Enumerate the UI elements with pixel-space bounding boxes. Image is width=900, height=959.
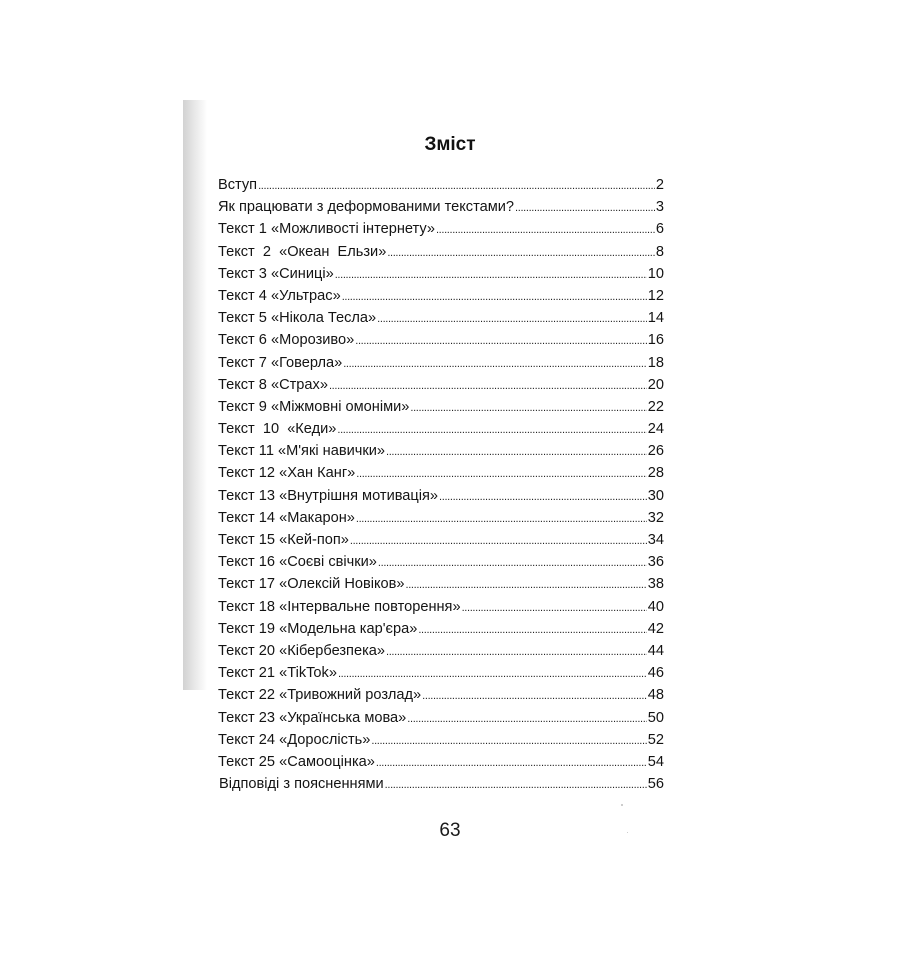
toc-entry-page: 6 xyxy=(655,221,664,238)
toc-entry-title: Текст 1 «Можливості інтернету» xyxy=(218,221,435,238)
toc-entry xyxy=(218,396,664,418)
dot-leader xyxy=(407,707,646,730)
toc-entry xyxy=(218,285,664,307)
toc-entry-page: 32 xyxy=(647,509,664,526)
toc-entry-title: Текст 22 «Тривожний розлад» xyxy=(218,687,422,704)
toc-entry-title: Текст 12 «Хан Канг» xyxy=(218,465,356,482)
toc-entry-page: 14 xyxy=(647,310,664,327)
dot-leader xyxy=(385,773,647,796)
toc-entry-page: 2 xyxy=(655,177,664,193)
toc-entry xyxy=(218,307,664,329)
toc-entry-title: Текст 9 «Міжмовні омоніми» xyxy=(218,398,410,415)
dot-leader xyxy=(342,285,647,308)
toc-entry-page: 18 xyxy=(647,354,664,371)
dot-leader xyxy=(515,196,655,219)
dot-leader xyxy=(406,573,647,596)
toc-entry xyxy=(218,684,664,706)
toc-entry-page: 24 xyxy=(647,421,664,438)
table-of-contents xyxy=(218,174,664,795)
toc-entry-page: 38 xyxy=(647,576,664,593)
toc-entry-title: Текст 7 «Говерла» xyxy=(218,354,343,371)
toc-entry xyxy=(218,640,664,662)
toc-entry xyxy=(218,440,664,462)
toc-entry-page: 30 xyxy=(647,487,664,504)
dot-leader xyxy=(350,529,647,552)
dot-leader xyxy=(371,729,646,752)
toc-entry-page: 56 xyxy=(647,776,664,793)
toc-entry-page: 46 xyxy=(647,665,664,682)
toc-entry xyxy=(218,196,664,218)
dot-leader xyxy=(410,396,646,419)
dot-leader xyxy=(422,684,647,707)
toc-entry-title: Текст 11 «М'які навички» xyxy=(218,443,385,460)
toc-entry-page: 48 xyxy=(647,687,664,704)
dot-leader xyxy=(462,596,647,619)
toc-entry-page: 8 xyxy=(655,243,664,260)
toc-entry-title: Вступ xyxy=(218,177,258,193)
toc-entry xyxy=(218,551,664,573)
dot-leader xyxy=(356,507,647,530)
toc-entry xyxy=(218,329,664,351)
dot-leader xyxy=(343,352,647,375)
toc-title: Зміст xyxy=(424,134,476,155)
toc-entry-page: 3 xyxy=(655,199,664,216)
dot-leader xyxy=(376,751,647,774)
dot-leader xyxy=(436,218,655,241)
dot-leader xyxy=(337,418,646,441)
toc-entry xyxy=(218,729,664,751)
dot-leader xyxy=(377,307,647,330)
toc-entry-title: Текст 2 «Океан Ельзи» xyxy=(218,243,387,260)
dot-leader xyxy=(439,485,647,508)
toc-entry-page: 20 xyxy=(647,376,664,393)
toc-entry-page: 42 xyxy=(647,620,664,637)
toc-entry-title: Текст 25 «Самооцінка» xyxy=(218,753,375,770)
toc-entry-page: 16 xyxy=(647,332,664,349)
toc-entry-page: 50 xyxy=(647,709,664,726)
dot-leader xyxy=(258,174,655,197)
toc-entry-page: 54 xyxy=(647,753,664,770)
toc-entry-page: 52 xyxy=(647,731,664,748)
toc-entry-title: Текст 21 «TikTok» xyxy=(218,665,337,682)
toc-entry xyxy=(218,418,664,440)
toc-entry xyxy=(218,352,664,374)
toc-entry-title: Текст 5 «Нікола Тесла» xyxy=(218,310,377,327)
toc-entry-title: Текст 23 «Українська мова» xyxy=(218,709,407,726)
toc-entry-title: Текст 8 «Страх» xyxy=(218,376,328,393)
toc-entry xyxy=(218,707,664,729)
toc-entry xyxy=(218,596,664,618)
toc-entry-title: Текст 14 «Макарон» xyxy=(218,509,355,526)
toc-entry-page: 28 xyxy=(647,465,664,482)
toc-entry-title: Текст 6 «Морозиво» xyxy=(218,332,355,349)
toc-entry-title: Текст 10 «Кеди» xyxy=(218,421,337,438)
toc-entry-title: Текст 15 «Кей-поп» xyxy=(218,532,349,548)
toc-entry-page: 10 xyxy=(647,265,664,282)
toc-entry-page: 34 xyxy=(647,532,664,548)
spine-shadow xyxy=(183,100,207,690)
toc-entry-title: Текст 13 «Внутрішня мотивація» xyxy=(218,487,439,504)
toc-entry-title: Текст 24 «Дорослість» xyxy=(218,731,371,748)
toc-entry-page: 12 xyxy=(647,287,664,304)
toc-entry-title: Як працювати з деформованими текстами? xyxy=(218,199,515,216)
toc-entry xyxy=(218,241,664,263)
toc-entry-title: Текст 16 «Соєві свічки» xyxy=(218,554,377,571)
toc-entry xyxy=(218,773,664,795)
toc-entry xyxy=(218,218,664,240)
toc-entry-title: Текст 18 «Інтервальне повторення» xyxy=(218,598,461,615)
dot-leader xyxy=(386,640,647,663)
toc-entry xyxy=(218,462,664,484)
toc-entry xyxy=(218,374,664,396)
dot-leader xyxy=(355,329,647,352)
toc-entry-page: 44 xyxy=(647,642,664,659)
toc-entry-title: Відповіді з поясненнями xyxy=(219,776,384,793)
toc-entry-page: 22 xyxy=(647,398,664,415)
toc-entry xyxy=(218,751,664,773)
toc-entry xyxy=(218,174,664,196)
toc-entry xyxy=(218,529,664,551)
toc-entry-title: Текст 20 «Кібербезпека» xyxy=(218,642,386,659)
toc-entry xyxy=(218,662,664,684)
toc-entry-title: Текст 19 «Модельна кар'єра» xyxy=(218,620,418,637)
toc-entry-page: 36 xyxy=(647,554,664,571)
dot-leader xyxy=(329,374,647,397)
toc-entry xyxy=(218,507,664,529)
dot-leader xyxy=(418,618,646,641)
dot-leader xyxy=(386,440,647,463)
toc-entry xyxy=(218,263,664,285)
dot-leader xyxy=(356,462,646,485)
dot-leader xyxy=(338,662,647,685)
paper-speck xyxy=(621,804,623,806)
dot-leader xyxy=(387,241,655,264)
toc-entry xyxy=(218,485,664,507)
dot-leader xyxy=(335,263,647,286)
page-number: 63 xyxy=(439,820,461,841)
dot-leader xyxy=(378,551,647,574)
toc-entry xyxy=(218,573,664,595)
toc-entry-title: Текст 4 «Ультрас» xyxy=(218,287,341,304)
toc-entry-page: 26 xyxy=(647,443,664,460)
toc-entry-page: 40 xyxy=(647,598,664,615)
toc-entry-title: Текст 3 «Синиці» xyxy=(218,265,334,282)
toc-entry xyxy=(218,618,664,640)
toc-entry-title: Текст 17 «Олексій Новіков» xyxy=(218,576,405,593)
